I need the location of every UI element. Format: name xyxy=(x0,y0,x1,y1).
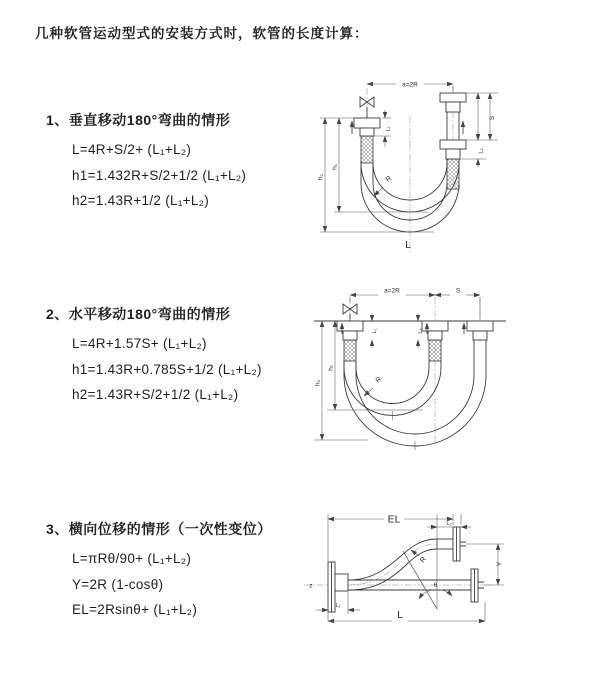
section-lateral-displacement xyxy=(46,519,272,623)
dim-label-l1: L₁ xyxy=(385,126,392,132)
dim-label-r: R xyxy=(374,375,384,385)
centerlines xyxy=(350,297,480,444)
dim-label-l2: L₂ xyxy=(446,521,452,527)
formula-line: L=4R+1.57S+ (L₁+L₂) xyxy=(72,336,207,351)
dim-label-l2: L₂ xyxy=(418,328,424,334)
dim-label-a2r: a=2R xyxy=(384,287,400,295)
axis-mark-z: z xyxy=(309,582,313,590)
dim-label-h2: h₂ xyxy=(314,379,322,387)
dim-label-h1: h₁ xyxy=(327,365,335,371)
dim-label-r: R xyxy=(384,174,394,184)
dimensions xyxy=(318,82,499,252)
diagram-horizontal-180-bend xyxy=(306,276,600,458)
formula-line: h2=1.43R+1/2 (L₁+L₂) xyxy=(72,193,210,208)
formula-line: L=4R+S/2+ (L₁+L₂) xyxy=(72,142,192,157)
section-1-formulas xyxy=(72,137,246,214)
hose-braid xyxy=(344,340,441,361)
dim-label-el: EL xyxy=(387,513,401,526)
dim-label-l2: L₂ xyxy=(478,148,485,154)
dimensions xyxy=(314,288,480,451)
formula-line: h2=1.43R+S/2+1/2 (L₁+L₂) xyxy=(72,387,239,402)
formula-line: h1=1.43R+0.785S+1/2 (L₁+L₂) xyxy=(72,361,262,377)
section-horizontal-movement xyxy=(46,304,262,408)
diagram-vertical-180-bend xyxy=(308,68,588,258)
hose-u-bends xyxy=(344,340,486,446)
dim-label-h2: h₂ xyxy=(317,173,325,181)
formula-line: Y=2R (1-cosθ) xyxy=(72,576,164,592)
flanges xyxy=(328,527,484,612)
dim-label-r: R xyxy=(419,555,428,565)
section-3-heading: 3、横向位移的情形（一次性变位） xyxy=(46,521,272,537)
dim-label-theta: θ xyxy=(433,582,438,589)
dim-label-l1: L₁ xyxy=(335,603,341,609)
dimensions xyxy=(309,514,504,622)
formula-line: h1=1.432R+S/2+1/2 (L₁+L₂) xyxy=(72,167,247,183)
dim-label-l1: L₁ xyxy=(372,328,378,334)
section-2-formulas xyxy=(72,331,262,408)
section-1-heading: 1、垂直移动180°弯曲的情形 xyxy=(46,112,231,128)
section-3-formulas xyxy=(72,546,272,623)
section-2-heading: 2、水平移动180°弯曲的情形 xyxy=(46,306,231,322)
formula-line: EL=2Rsinθ+ (L₁+L₂) xyxy=(72,602,198,617)
dim-label-l-total: L xyxy=(405,239,411,251)
dim-label-s: S xyxy=(455,287,461,295)
dim-label-h1: h₁ xyxy=(331,164,339,170)
dim-label-y: Y xyxy=(496,561,504,567)
formula-line: L=πRθ/90+ (L₁+L₂) xyxy=(72,551,192,566)
dim-label-s: S xyxy=(489,115,496,121)
dim-label-a2r: a=2R xyxy=(402,81,418,89)
valve-icon xyxy=(360,97,374,118)
centerlines xyxy=(367,86,453,254)
diagram-lateral-displacement xyxy=(296,494,600,670)
dim-label-l-total: L xyxy=(397,609,403,621)
pipe-fittings xyxy=(337,321,493,340)
page-title: 几种软管运动型式的安装方式时，软管的长度计算： xyxy=(35,26,369,41)
section-vertical-movement xyxy=(46,110,246,214)
